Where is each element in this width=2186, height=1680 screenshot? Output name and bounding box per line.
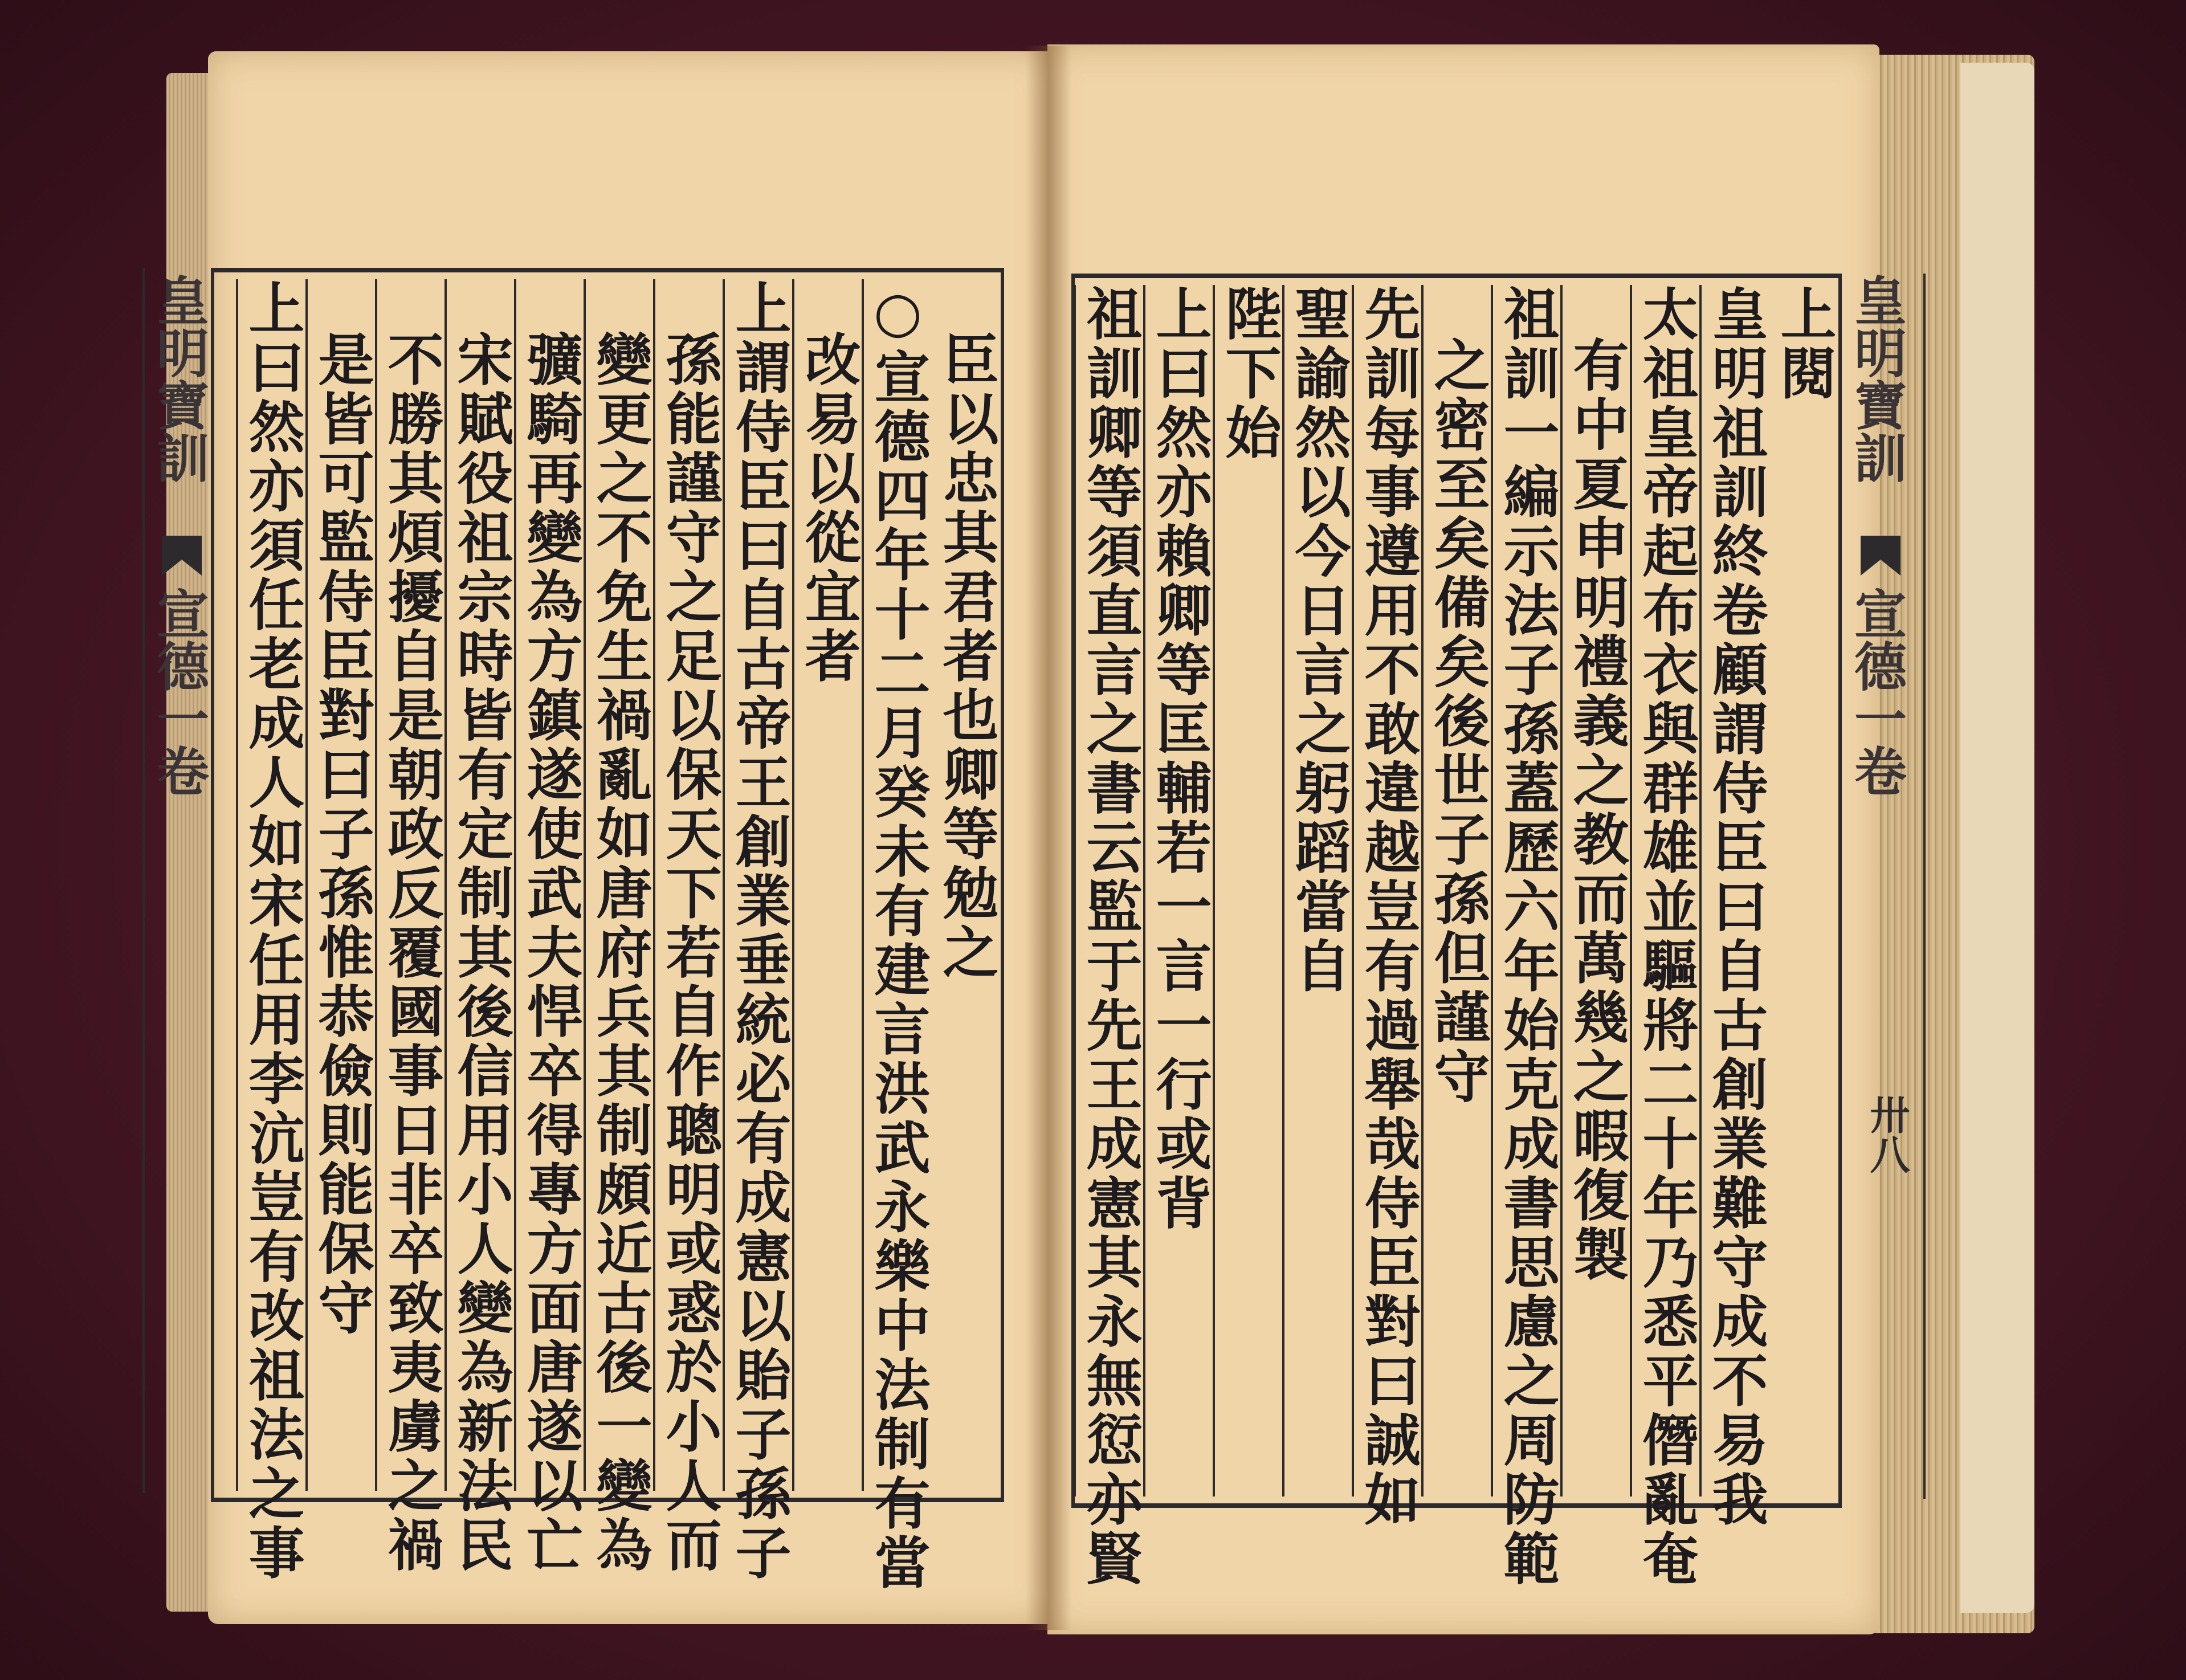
text-column: 變更之不免生禍亂如唐府兵其制頗近古後一變為 <box>584 279 653 1491</box>
text-column: 臣以忠其君者也卿等勉之 <box>933 331 999 982</box>
text-column: 孫能謹守之足以保天下若自作聰明或惑於小人而 <box>653 279 723 1491</box>
text-column: 上曰然亦賴卿等匡輔若一言一行或背 <box>1143 285 1213 1496</box>
fish-tail-mark <box>162 536 202 576</box>
text-column: 改易以從宜者 <box>792 279 862 1491</box>
text-column: 祖訓一編示法子孫蓋歷六年始克成書思慮之周防範 <box>1491 285 1560 1496</box>
book-gutter <box>1026 46 1071 1630</box>
fish-tail-mark <box>1861 536 1900 576</box>
text-column: 上曰然亦須任老成人如宋任用李沆豈有改祖法之事 <box>236 279 305 1491</box>
left-title-strip <box>142 268 213 1493</box>
text-column: 太祖皇帝起布衣與群雄並驅將二十年乃悉平僭亂奄 <box>1630 285 1699 1496</box>
text-column: 有中夏申明禮義之教而萬幾之暇復製 <box>1560 285 1630 1496</box>
right-title-strip <box>1838 274 1926 1499</box>
text-column: 彍騎再變為方鎮遂使武夫悍卒得專方面唐遂以亡 <box>514 279 584 1491</box>
right-book-volume: 宣德一卷 <box>1846 587 1907 797</box>
text-column: 祖訓卿等須直言之書云監于先王成憲其永無愆亦賢 <box>1074 285 1143 1496</box>
text-column: 皇明祖訓終卷顧謂侍臣曰自古創業難守成不易我 <box>1699 285 1769 1496</box>
text-column: 不勝其煩擾自是朝政反覆國事日非卒致夷虜之禍 <box>375 279 444 1491</box>
text-column: 上閱 <box>1771 285 1837 403</box>
text-column: 宋賦役祖宗時皆有定制其後信用小人變為新法民 <box>444 279 514 1491</box>
right-book-title: 皇明寶訓 <box>1846 274 1907 483</box>
text-column: 之密至矣備矣後世子孫但謹守 <box>1421 285 1491 1496</box>
text-column: 聖諭然以今日言之躬蹈當自 <box>1282 285 1352 1496</box>
left-text-frame <box>211 268 1004 1593</box>
right-text-frame <box>1071 274 1842 1589</box>
leaf-number: 卅八 <box>1863 1094 1911 1174</box>
text-column: ○宣德四年十二月癸未有建言洪武永樂中法制有當 <box>862 279 931 1491</box>
left-book-volume: 宣德一卷 <box>148 587 210 797</box>
text-column: 上謂侍臣曰自古帝王創業垂統必有成憲以貽子孫子 <box>723 279 792 1491</box>
text-column: 先訓每事遵用不敢違越豈有過舉哉侍臣對曰誠如 <box>1352 285 1421 1496</box>
left-book-title: 皇明寶訓 <box>148 274 210 483</box>
text-column: 是皆可監侍臣對曰子孫惟恭儉則能保守 <box>305 279 375 1491</box>
text-column: 陛下始 <box>1213 285 1282 1496</box>
right-flyleaf <box>1960 63 2034 1613</box>
